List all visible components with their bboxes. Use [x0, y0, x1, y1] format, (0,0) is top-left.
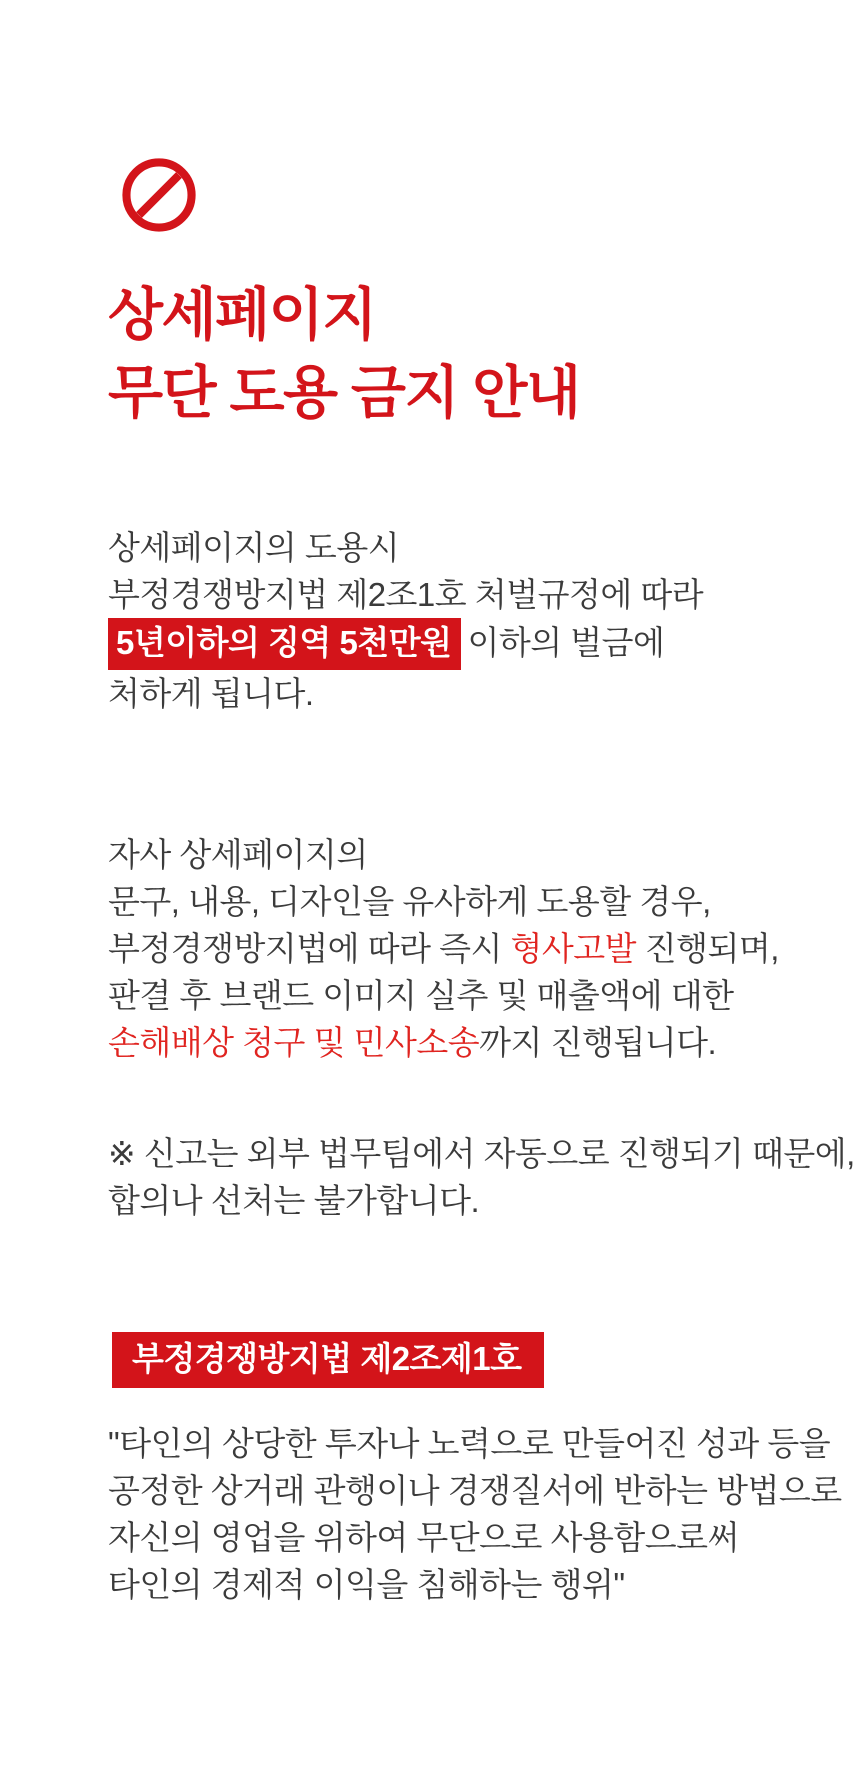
penalty-line3	[108, 618, 860, 670]
penalty-line1: 상세페이지의 도용시	[108, 529, 400, 566]
criminal-charge-text: 형사고발	[510, 930, 637, 967]
penalty-highlight-box: 5년이하의 징역 5천만원	[108, 618, 461, 670]
legal-line4: 판결 후 브랜드 이미지 실추 및 매출액에 대한	[108, 977, 734, 1014]
damages-lawsuit-text: 손해배상 청구 및 민사소송	[108, 1024, 480, 1061]
penalty-line2: 부정경쟁방지법 제2조1호 처벌규정에 따라	[108, 576, 704, 613]
page-title	[108, 276, 860, 432]
legal-line3-pre: 부정경쟁방지법에 따라 즉시	[108, 930, 511, 967]
note-line2: 합의나 선처는 불가합니다.	[108, 1182, 480, 1219]
legal-line3	[108, 925, 860, 972]
law-reference-badge: 부정경쟁방지법 제2조제1호	[112, 1332, 544, 1388]
page-title-line2: 무단 도용 금지 안내	[108, 361, 580, 425]
law-quote-paragraph	[108, 1420, 860, 1608]
quote-line3: 자신의 영업을 위하여 무단으로 사용함으로써	[108, 1519, 739, 1556]
legal-line5	[108, 1019, 860, 1066]
legal-action-paragraph	[108, 831, 860, 1066]
prohibition-icon	[122, 158, 196, 232]
penalty-line4: 처하게 됩니다.	[108, 675, 314, 712]
legal-line5-post: 까지 진행됩니다.	[479, 1024, 717, 1061]
quote-line4: 타인의 경제적 이익을 침해하는 행위"	[108, 1566, 625, 1603]
quote-line1: "타인의 상당한 투자나 노력으로 만들어진 성과 등을	[108, 1425, 831, 1462]
page-title-line1: 상세페이지	[108, 283, 376, 347]
note-line1: ※ 신고는 외부 법무팀에서 자동으로 진행되기 때문에,	[108, 1135, 855, 1172]
penalty-line3-rest: 이하의 벌금에	[467, 624, 665, 661]
auto-report-note	[108, 1130, 860, 1224]
legal-line2: 문구, 내용, 디자인을 유사하게 도용할 경우,	[108, 883, 711, 920]
quote-line2: 공정한 상거래 관행이나 경쟁질서에 반하는 방법으로	[108, 1472, 842, 1509]
penalty-paragraph	[108, 524, 860, 717]
legal-line1: 자사 상세페이지의	[108, 836, 368, 873]
legal-line3-post: 진행되며,	[636, 930, 779, 967]
